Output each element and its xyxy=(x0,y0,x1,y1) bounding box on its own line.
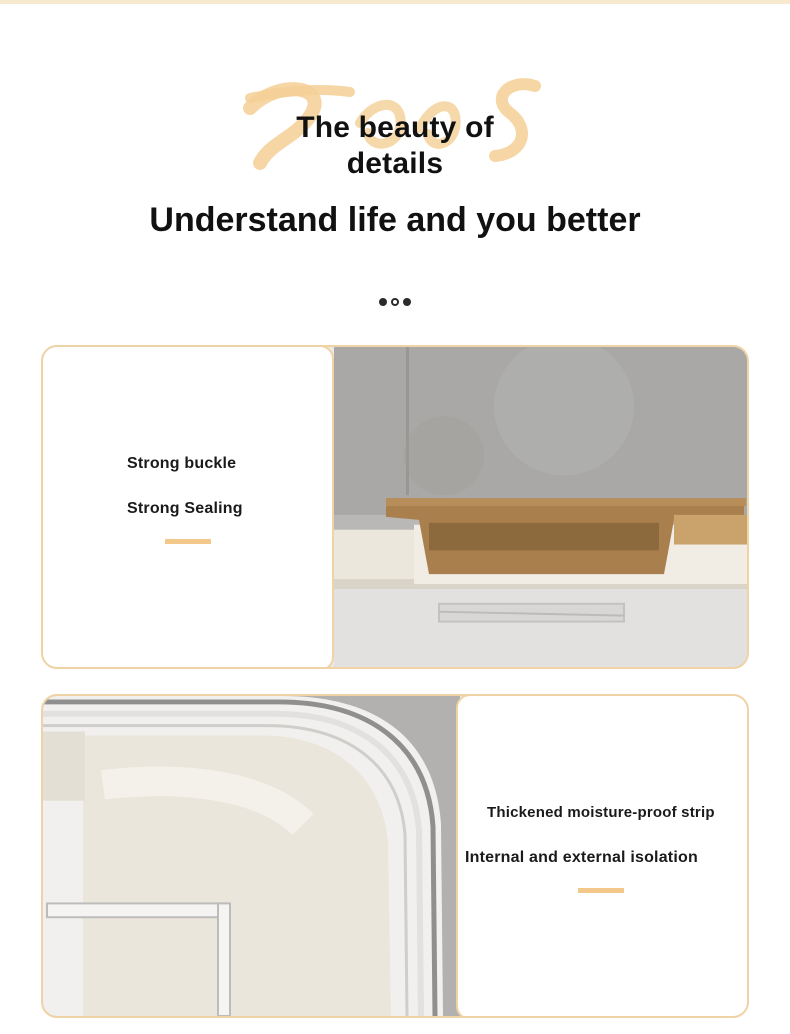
accent-bar xyxy=(165,539,211,544)
pagination-dot[interactable] xyxy=(379,298,387,306)
top-accent-strip xyxy=(0,0,790,4)
pagination-dot-active[interactable] xyxy=(391,298,399,306)
feature-text-card xyxy=(456,694,749,1018)
storage-box-buckle-photo xyxy=(334,347,749,667)
accent-bar xyxy=(578,888,624,893)
hero-title-line-1: The beauty of xyxy=(296,111,494,144)
feature-panel-buckle xyxy=(41,345,749,669)
feature-label-strong-sealing: Strong Sealing xyxy=(127,500,243,517)
hero-title-line-2: details xyxy=(346,147,444,180)
feature-label-moisture-proof-strip: Thickened moisture-proof strip xyxy=(487,804,715,821)
feature-panel-seal-strip xyxy=(41,694,749,1018)
pagination-dots xyxy=(0,298,790,306)
hero-subtitle: Understand life and you better xyxy=(149,201,641,239)
hero-title xyxy=(0,110,790,182)
storage-box-seal-strip-photo xyxy=(43,696,460,1016)
feature-label-strong-buckle: Strong buckle xyxy=(127,455,237,472)
feature-label-isolation: Internal and external isolation xyxy=(465,849,698,866)
pagination-dot[interactable] xyxy=(403,298,411,306)
feature-text-card xyxy=(41,345,334,669)
